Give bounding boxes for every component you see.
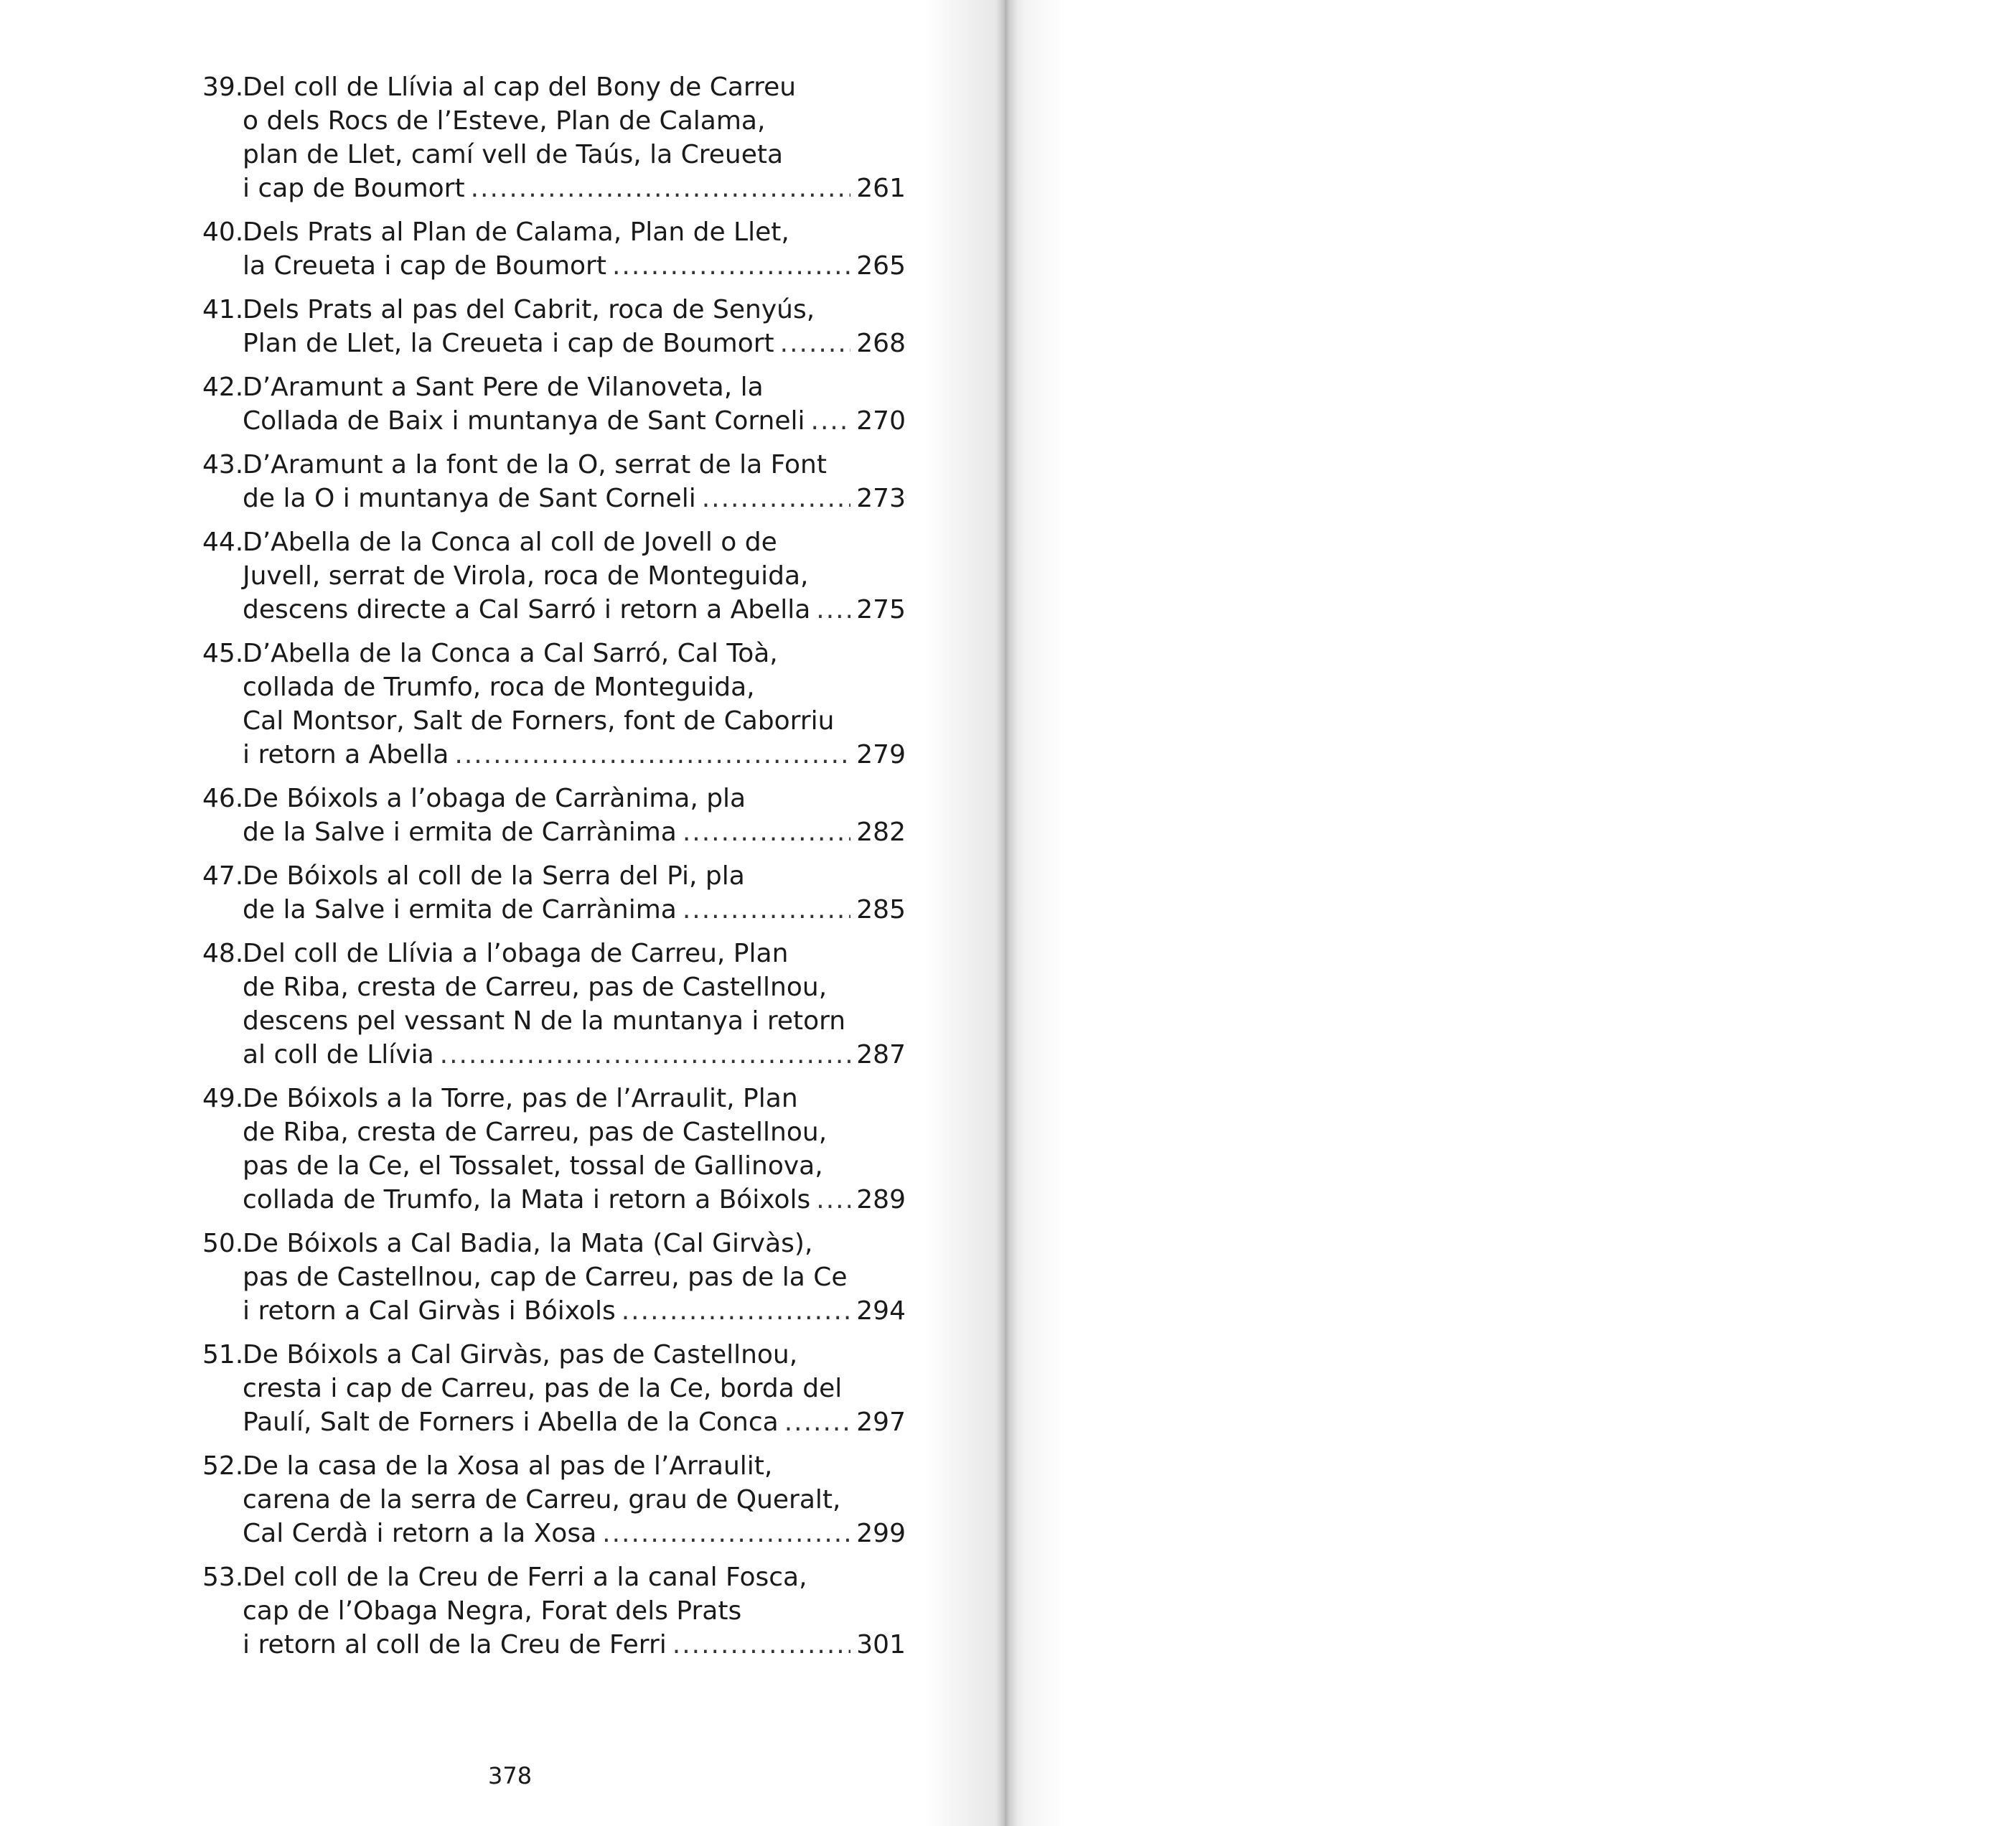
entry-title-line: de la Salve i ermita de Carrànima: [243, 895, 677, 924]
entry-title-line: de la O i muntanya de Sant Corneli: [243, 484, 696, 513]
entry-lines: [243, 215, 906, 249]
toc-entry[interactable]: [202, 1338, 906, 1439]
entry-page-number: 282: [856, 818, 906, 847]
book-gutter: [996, 0, 1018, 1826]
entry-last-line: [243, 1183, 906, 1217]
entry-page-number: 273: [856, 484, 906, 513]
entry-body: [202, 1449, 906, 1550]
entry-body: [202, 1560, 906, 1662]
entry-lines: [243, 1227, 906, 1294]
entry-lines: [243, 1449, 906, 1517]
entry-page-number: 285: [856, 895, 906, 924]
entry-title-line: Collada de Baix i muntanya de Sant Corneli: [243, 406, 805, 436]
entry-last-line: [243, 482, 906, 515]
entry-body: [202, 1082, 906, 1217]
entry-title-line: i cap de Boumort: [243, 174, 465, 203]
entry-lines: [243, 859, 906, 893]
entry-title-line: De Bóixols a la Torre, pas de l’Arraulit, Plan: [243, 1084, 798, 1113]
entry-last-line: [243, 1038, 906, 1072]
toc-entry[interactable]: [202, 215, 906, 283]
entry-title-line: de la Salve i ermita de Carrànima: [243, 818, 677, 847]
entry-number: 47.: [202, 861, 244, 891]
entry-number: 52.: [202, 1451, 244, 1481]
entry-lines: [243, 448, 906, 482]
entry-title-line: Del coll de la Creu de Ferri a la canal Fosca,: [243, 1563, 807, 1592]
toc-entry[interactable]: [202, 859, 906, 927]
entry-number: 43.: [202, 450, 244, 479]
dot-leader: [683, 815, 850, 849]
entry-last-line: [243, 249, 906, 283]
entry-lines: [243, 1082, 906, 1183]
entry-title-line: i retorn a Abella: [243, 740, 449, 769]
entry-number: 46.: [202, 784, 244, 813]
entry-page-number: 270: [856, 406, 906, 436]
toc-entry[interactable]: [202, 1449, 906, 1550]
entry-title-line: De Bóixols a l’obaga de Carrànima, pla: [243, 784, 746, 813]
entry-lines: [243, 637, 906, 738]
dot-leader: [440, 1038, 851, 1072]
toc-entry[interactable]: [202, 370, 906, 438]
dot-leader: [816, 1183, 850, 1217]
entry-last-line: [243, 1405, 906, 1439]
entry-title-line: collada de Trumfo, la Mata i retorn a Bóixols: [243, 1185, 811, 1214]
entry-number: 53.: [202, 1563, 244, 1592]
toc-entry[interactable]: [202, 448, 906, 515]
entry-title-line: al coll de Llívia: [243, 1040, 434, 1069]
entry-lines: [243, 782, 906, 815]
entry-last-line: [243, 1628, 906, 1662]
entry-page-number: 287: [856, 1040, 906, 1069]
entry-title-line: De Bóixols al coll de la Serra del Pi, pla: [243, 861, 745, 891]
entry-title-line: Dels Prats al pas del Cabrit, roca de Senyús,: [243, 295, 815, 324]
entry-number: 45.: [202, 639, 244, 668]
entry-last-line: [243, 738, 906, 772]
entry-title-line: descens directe a Cal Sarró i retorn a Abella: [243, 595, 811, 624]
entry-body: [202, 370, 906, 438]
entry-title-line: De Bóixols a Cal Badia, la Mata (Cal Girvàs),: [243, 1229, 813, 1258]
entry-title-line: De Bóixols a Cal Girvàs, pas de Castellnou,: [243, 1340, 798, 1370]
entry-title-line: D’Aramunt a Sant Pere de Vilanoveta, la: [243, 373, 764, 402]
toc-entry[interactable]: [202, 782, 906, 849]
entry-page-number: 299: [856, 1519, 906, 1548]
dot-leader: [471, 172, 851, 205]
entry-number: 40.: [202, 217, 244, 247]
entry-lines: [243, 525, 906, 593]
entry-number: 41.: [202, 295, 244, 324]
entry-body: [202, 1338, 906, 1439]
entry-last-line: [243, 893, 906, 927]
entry-number: 39.: [202, 72, 244, 102]
toc-entry[interactable]: [202, 1227, 906, 1328]
toc-entry[interactable]: [202, 637, 906, 772]
entry-title-line: Juvell, serrat de Virola, roca de Monteguida,: [243, 561, 809, 591]
entry-title-line: pas de Castellnou, cap de Carreu, pas de la Ce: [243, 1263, 848, 1292]
entry-body: [202, 782, 906, 849]
entry-last-line: [243, 1294, 906, 1328]
dot-leader: [780, 327, 851, 360]
entry-last-line: [243, 1517, 906, 1550]
dot-leader: [454, 738, 850, 772]
entry-title-line: D’Abella de la Conca a Cal Sarró, Cal Toà,: [243, 639, 778, 668]
entry-title-line: la Creueta i cap de Boumort: [243, 251, 606, 281]
dot-leader: [622, 1294, 851, 1328]
entry-title-line: o dels Rocs de l’Esteve, Plan de Calama,: [243, 106, 766, 136]
entry-body: [202, 1227, 906, 1328]
entry-title-line: descens pel vessant N de la muntanya i retorn: [243, 1006, 846, 1036]
entry-title-line: i retorn a Cal Girvàs i Bóixols: [243, 1296, 616, 1326]
entry-body: [202, 525, 906, 627]
entry-lines: [243, 1338, 906, 1405]
dot-leader: [702, 482, 851, 515]
left-page: [0, 0, 1005, 1826]
entry-body: [202, 859, 906, 927]
entry-last-line: [243, 327, 906, 360]
entry-title-line: Cal Montsor, Salt de Forners, font de Caborriu: [243, 706, 835, 736]
entry-title-line: Dels Prats al Plan de Calama, Plan de Llet,: [243, 217, 789, 247]
entry-body: [202, 215, 906, 283]
entry-title-line: Del coll de Llívia a l’obaga de Carreu, Plan: [243, 939, 789, 968]
entry-page-number: 261: [856, 174, 906, 203]
entry-title-line: collada de Trumfo, roca de Monteguida,: [243, 673, 755, 702]
entry-title-line: carena de la serra de Carreu, grau de Queralt,: [243, 1485, 841, 1514]
entry-title-line: plan de Llet, camí vell de Taús, la Creueta: [243, 140, 784, 169]
entry-title-line: De la casa de la Xosa al pas de l’Arraulit,: [243, 1451, 773, 1481]
dot-leader: [672, 1628, 851, 1662]
entry-number: 50.: [202, 1229, 244, 1258]
entry-page-number: 301: [856, 1630, 906, 1659]
dot-leader: [612, 249, 850, 283]
entry-number: 51.: [202, 1340, 244, 1370]
entry-body: [202, 70, 906, 205]
entry-title-line: Cal Cerdà i retorn a la Xosa: [243, 1519, 597, 1548]
toc-entry[interactable]: [202, 293, 906, 360]
toc-list-left: [202, 70, 906, 1672]
dot-leader: [602, 1517, 850, 1550]
entry-last-line: [243, 172, 906, 205]
entry-lines: [243, 293, 906, 327]
entry-title-line: de Riba, cresta de Carreu, pas de Castellnou,: [243, 1118, 828, 1147]
entry-page-number: 289: [856, 1185, 906, 1214]
toc-entry[interactable]: [202, 525, 906, 627]
entry-title-line: D’Aramunt a la font de la O, serrat de la Font: [243, 450, 827, 479]
entry-title-line: cresta i cap de Carreu, pas de la Ce, borda del: [243, 1374, 843, 1403]
entry-title-line: Paulí, Salt de Forners i Abella de la Conca: [243, 1408, 779, 1437]
entry-page-number: 268: [856, 329, 906, 358]
entry-number: 48.: [202, 939, 244, 968]
entry-page-number: 279: [856, 740, 906, 769]
entry-last-line: [243, 815, 906, 849]
entry-page-number: 294: [856, 1296, 906, 1326]
entry-page-number: 275: [856, 595, 906, 624]
entry-number: 49.: [202, 1084, 244, 1113]
toc-entry[interactable]: [202, 70, 906, 205]
entry-lines: [243, 70, 906, 172]
entry-page-number: 265: [856, 251, 906, 281]
page-number-left: 378: [488, 1762, 533, 1789]
entry-body: [202, 637, 906, 772]
toc-entry[interactable]: [202, 1560, 906, 1662]
entry-last-line: [243, 404, 906, 438]
entry-page-number: 297: [856, 1408, 906, 1437]
entry-lines: [243, 937, 906, 1038]
entry-title-line: Del coll de Llívia al cap del Bony de Carreu: [243, 72, 797, 102]
dot-leader: [784, 1405, 851, 1439]
entry-body: [202, 293, 906, 360]
entry-title-line: de Riba, cresta de Carreu, pas de Castellnou,: [243, 973, 828, 1002]
toc-entry[interactable]: [202, 937, 906, 1072]
entry-title-line: i retorn al coll de la Creu de Ferri: [243, 1630, 667, 1659]
entry-title-line: D’Abella de la Conca al coll de Jovell o de: [243, 528, 777, 557]
entry-title-line: pas de la Ce, el Tossalet, tossal de Gallinova,: [243, 1151, 823, 1181]
entry-lines: [243, 370, 906, 404]
right-page: [1005, 0, 2016, 1826]
entry-body: [202, 448, 906, 515]
entry-number: 42.: [202, 373, 244, 402]
entry-last-line: [243, 593, 906, 627]
dot-leader: [811, 404, 851, 438]
entry-title-line: cap de l’Obaga Negra, Forat dels Prats: [243, 1596, 742, 1626]
toc-entry[interactable]: [202, 1082, 906, 1217]
entry-title-line: Plan de Llet, la Creueta i cap de Boumort: [243, 329, 774, 358]
dot-leader: [816, 593, 850, 627]
entry-body: [202, 937, 906, 1072]
entry-number: 44.: [202, 528, 244, 557]
dot-leader: [683, 893, 850, 927]
entry-lines: [243, 1560, 906, 1628]
